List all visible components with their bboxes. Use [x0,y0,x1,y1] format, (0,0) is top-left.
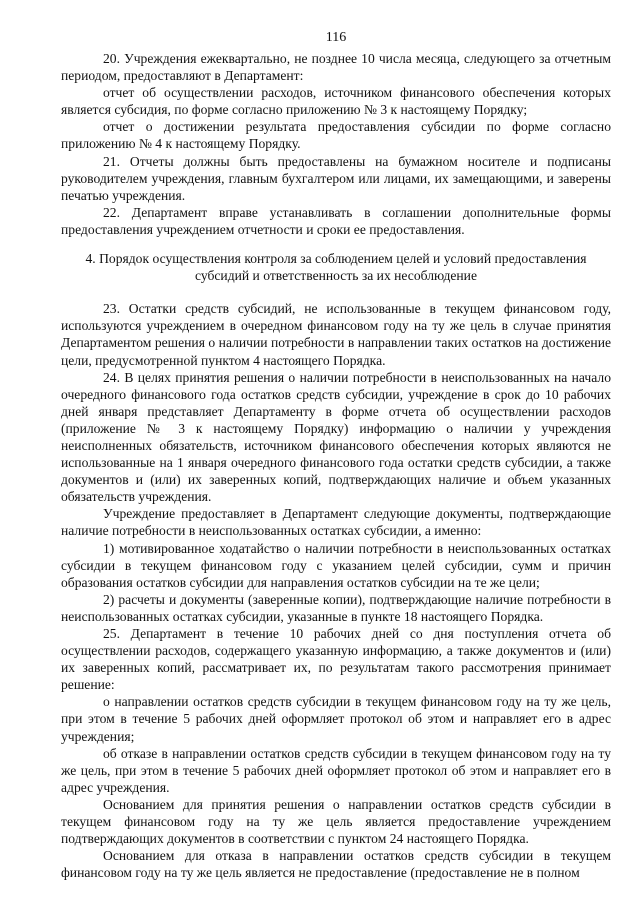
paragraph-25-decision-approve: о направлении остатков средств субсидии в текущем финансовом году на ту же цель, при этом в течение 5 рабочих дней оформляет протокол об этом и направляет его в адрес учреждения; [61,694,611,744]
paragraph-approval-grounds: Основанием для принятия решения о направлении остатков средств субсидии в текущем финансовом году на ту же цель является предоставление учреждением подтверждающих документов в соответствии с пунктом 24 настоящего Порядка. [61,796,611,847]
paragraph-24: 24. В целях принятия решения о наличии потребности в неиспользованных на начало очередного финансового года остатков средств субсидии, учреждение в срок до 10 рабочих дней января представляет Департаменту в форме отчета об осуществлении расходов (приложение № 3 к настоящему Порядку) информацию о наличии у учреждения неисполненных обязательств, источником финансового обеспечения которых являются не использованные на 1 января очередного финансового года остатки средств субсидии, а также документов и (или) их заверенных копий, подтверждающих наличие и объем указанных обязательств учреждения. [61,369,611,505]
paragraph-refusal-grounds: Основанием для отказа в направлении остатков средств субсидии в текущем финансовом году на ту же цель является не предоставление (предоставление не в полном [61,848,611,881]
page-number: 116 [325,30,347,45]
paragraph-25: 25. Департамент в течение 10 рабочих дней со дня поступления отчета об осуществлении расходов, содержащего указанную информацию, а также документов и (или) их заверенных копий, рассматривает их, по результатам такого рассмотрения принимает решение: [61,626,611,693]
paragraph-20-item-result-report: отчет о достижении результата предоставления субсидии по форме согласно приложению № 4 к настоящему Порядку. [61,119,611,152]
paragraph-24-documents: Учреждение предоставляет в Департамент следующие документы, подтверждающие наличие потребности в неиспользованных остатках субсидии, а именно: [61,506,611,539]
paragraph-21: 21. Отчеты должны быть предоставлены на бумажном носителе и подписаны руководителем учреждения, главным бухгалтером или лицами, их замещающими, и заверены печатью учреждения. [61,153,611,203]
paragraph-20: 20. Учреждения ежеквартально, не позднее 10 числа месяца, следующего за отчетным периодом, предоставляют в Департамент: [61,51,611,84]
paragraph-23: 23. Остатки средств субсидий, не использованные в текущем финансовом году, используются учреждением в очередном финансовом году на ту же цель в случае принятия Департаментом решения о наличии потребности в направлении таких остатков на достижение цели, предусмотренной пунктом 4 настоящего Порядка. [61,301,611,368]
paragraph-20-item-expenses-report: отчет об осуществлении расходов, источником финансового обеспечения которых является субсидия, по форме согласно приложению № 3 к настоящему Порядку; [61,85,611,118]
paragraph-22: 22. Департамент вправе устанавливать в соглашении дополнительные формы предоставления учреждением отчетности и сроки ее предоставления. [61,204,611,237]
section-heading: 4. Порядок осуществления контроля за соблюдением целей и условий предоставления субсидий и ответственность за их несоблюдение [85,251,587,284]
paragraph-25-decision-refuse: об отказе в направлении остатков средств субсидии в текущем финансовом году на ту же цель, при этом в течение 5 рабочих дней оформляет протокол об этом и направляет его в адрес учреждения. [61,745,611,795]
paragraph-24-item-2: 2) расчеты и документы (заверенные копии), подтверждающие наличие потребности в неиспользованных остатках субсидии, указанные в пункте 18 настоящего Порядка. [61,591,611,624]
paragraph-24-item-1: 1) мотивированное ходатайство о наличии потребности в неиспользованных остатках субсидии в текущем финансовом году с указанием целей субсидии, сумм и причин образования остатков субсидии для направления остатков субсидии на те же цели; [61,540,611,590]
